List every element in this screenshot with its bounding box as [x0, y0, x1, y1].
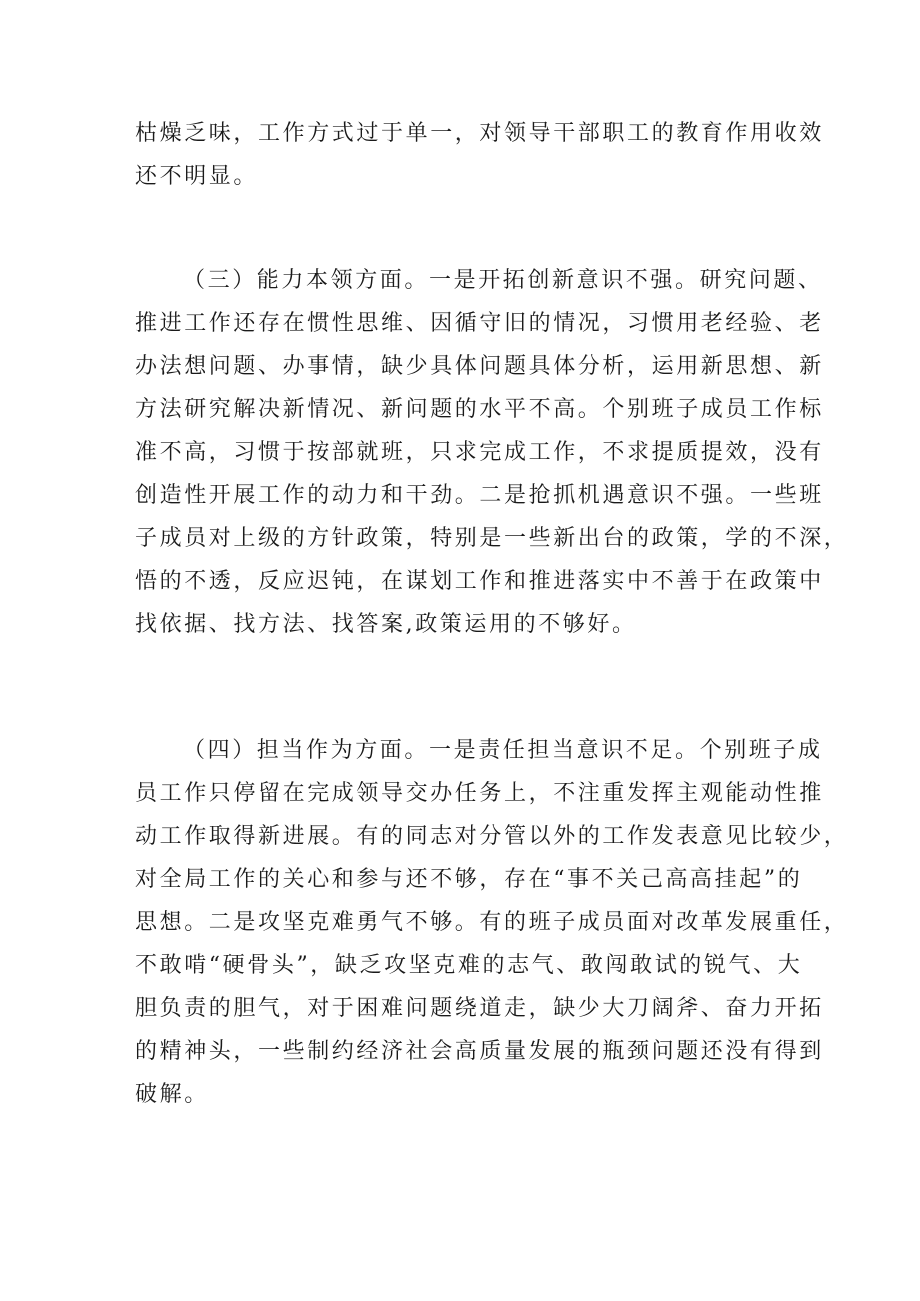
paragraph-continuation — [135, 112, 824, 198]
paragraph-line: 对全局工作的关心和参与还不够，存在“事不关己高高挂起”的 — [135, 867, 803, 892]
paragraph-line: 破解。 — [135, 1082, 209, 1107]
paragraph-line: 悟的不透，反应迟钝，在谋划工作和推进落实中不善于在政策中 — [135, 569, 824, 594]
paragraph-line: 还不明显。 — [135, 164, 259, 189]
paragraph-line: 准不高，习惯于按部就班，只求完成工作，不求提质提效，没有 — [135, 440, 824, 465]
paragraph-line: 创造性开展工作的动力和干劲。二是抢抓机遇意识不强。一些班 — [135, 483, 824, 508]
paragraph-line: 办法想问题、办事情，缺少具体问题具体分析，运用新思想、新 — [135, 354, 824, 379]
paragraph-line: （三）能力本领方面。一是开拓创新意识不强。研究问题、 — [183, 268, 823, 293]
paragraph-line: 推进工作还存在惯性思维、因循守旧的情况，习惯用老经验、老 — [135, 311, 824, 336]
paragraph-line: 思想。二是攻坚克难勇气不够。有的班子成员面对改革发展重任， — [135, 910, 849, 935]
paragraph-line: 枯燥乏味，工作方式过于单一，对领导干部职工的教育作用收效 — [135, 121, 824, 146]
paragraph-line: 方法研究解决新情况、新问题的水平不高。个别班子成员工作标 — [135, 397, 824, 422]
paragraph-ability — [135, 259, 849, 646]
paragraph-line: 的精神头，一些制约经济社会高质量发展的瓶颈问题还没有得到 — [135, 1039, 824, 1064]
paragraph-line: 找依据、找方法、找答案,政策运用的不够好。 — [135, 612, 637, 637]
paragraph-responsibility — [135, 729, 849, 1116]
paragraph-line: 不敢啃“硬骨头”，缺乏攻坚克难的志气、敢闯敢试的锐气、大 — [135, 953, 803, 978]
paragraph-line: 胆负责的胆气，对于困难问题绕道走，缺少大刀阔斧、奋力开拓 — [135, 996, 824, 1021]
paragraph-line: 子成员对上级的方针政策，特别是一些新出台的政策，学的不深， — [135, 526, 849, 551]
paragraph-line: 动工作取得新进展。有的同志对分管以外的工作发表意见比较少， — [135, 824, 849, 849]
paragraph-line: 员工作只停留在完成领导交办任务上，不注重发挥主观能动性推 — [135, 781, 824, 806]
paragraph-line: （四）担当作为方面。一是责任担当意识不足。个别班子成 — [183, 738, 823, 763]
